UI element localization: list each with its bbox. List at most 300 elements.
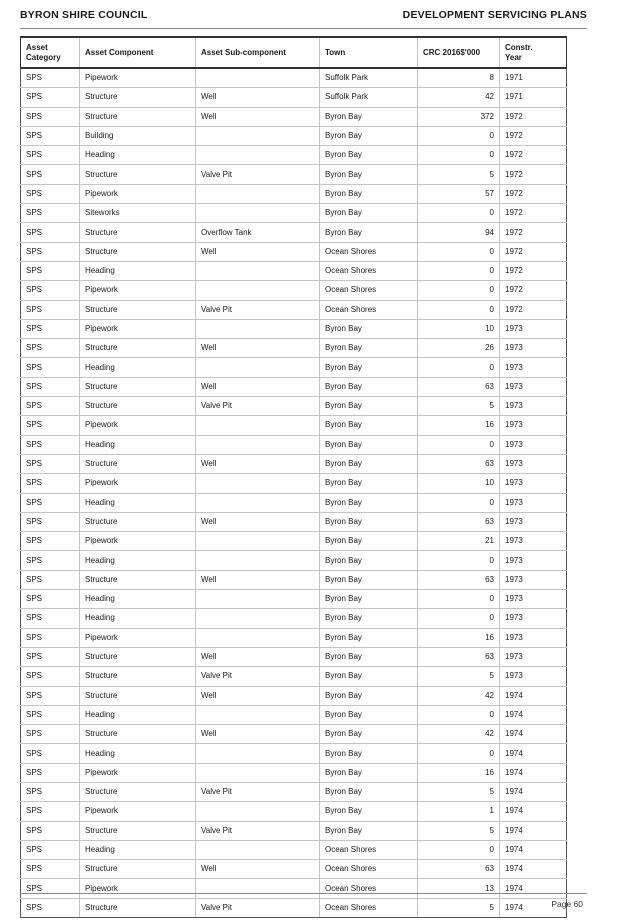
cell-asset-component: Pipework bbox=[80, 763, 196, 782]
cell-constr-year: 1972 bbox=[500, 107, 567, 126]
cell-asset-component: Structure bbox=[80, 339, 196, 358]
cell-crc: 63 bbox=[418, 860, 500, 879]
table-row bbox=[21, 493, 567, 512]
cell-crc: 63 bbox=[418, 377, 500, 396]
table-row bbox=[21, 802, 567, 821]
cell-constr-year: 1974 bbox=[500, 725, 567, 744]
cell-asset-component: Pipework bbox=[80, 416, 196, 435]
cell-constr-year: 1973 bbox=[500, 590, 567, 609]
table-row bbox=[21, 763, 567, 782]
cell-crc: 5 bbox=[418, 165, 500, 184]
cell-crc: 0 bbox=[418, 609, 500, 628]
cell-asset-sub-component bbox=[196, 184, 320, 203]
cell-asset-category: SPS bbox=[21, 551, 80, 570]
cell-crc: 5 bbox=[418, 898, 500, 917]
cell-asset-category: SPS bbox=[21, 281, 80, 300]
table-row bbox=[21, 88, 567, 107]
cell-asset-sub-component bbox=[196, 204, 320, 223]
cell-town: Ocean Shores bbox=[320, 879, 418, 898]
cell-constr-year: 1973 bbox=[500, 493, 567, 512]
table-body bbox=[21, 68, 567, 918]
cell-asset-category: SPS bbox=[21, 223, 80, 242]
cell-asset-component: Pipework bbox=[80, 532, 196, 551]
cell-asset-component: Structure bbox=[80, 686, 196, 705]
cell-constr-year: 1973 bbox=[500, 667, 567, 686]
cell-crc: 5 bbox=[418, 397, 500, 416]
table-row bbox=[21, 300, 567, 319]
cell-constr-year: 1972 bbox=[500, 146, 567, 165]
table-row bbox=[21, 68, 567, 88]
cell-constr-year: 1973 bbox=[500, 358, 567, 377]
cell-town: Byron Bay bbox=[320, 570, 418, 589]
table-row bbox=[21, 782, 567, 801]
cell-asset-category: SPS bbox=[21, 532, 80, 551]
cell-asset-sub-component bbox=[196, 435, 320, 454]
cell-asset-component: Building bbox=[80, 126, 196, 145]
cell-town: Byron Bay bbox=[320, 647, 418, 666]
table-row bbox=[21, 223, 567, 242]
table-row bbox=[21, 744, 567, 763]
cell-asset-sub-component: Valve Pit bbox=[196, 165, 320, 184]
cell-asset-category: SPS bbox=[21, 261, 80, 280]
cell-town: Suffolk Park bbox=[320, 68, 418, 88]
table-row bbox=[21, 454, 567, 473]
table-row bbox=[21, 339, 567, 358]
cell-constr-year: 1973 bbox=[500, 435, 567, 454]
cell-asset-category: SPS bbox=[21, 744, 80, 763]
cell-asset-category: SPS bbox=[21, 840, 80, 859]
column-header-line: Town bbox=[325, 47, 346, 57]
cell-asset-category: SPS bbox=[21, 667, 80, 686]
cell-asset-sub-component: Valve Pit bbox=[196, 898, 320, 917]
table-row bbox=[21, 628, 567, 647]
cell-asset-sub-component: Well bbox=[196, 570, 320, 589]
cell-crc: 5 bbox=[418, 667, 500, 686]
cell-asset-sub-component bbox=[196, 146, 320, 165]
cell-asset-component: Heading bbox=[80, 705, 196, 724]
table-row bbox=[21, 609, 567, 628]
cell-asset-category: SPS bbox=[21, 474, 80, 493]
cell-crc: 8 bbox=[418, 68, 500, 88]
cell-town: Byron Bay bbox=[320, 609, 418, 628]
cell-crc: 1 bbox=[418, 802, 500, 821]
cell-asset-sub-component bbox=[196, 68, 320, 88]
cell-crc: 63 bbox=[418, 512, 500, 531]
table-row bbox=[21, 184, 567, 203]
cell-asset-category: SPS bbox=[21, 512, 80, 531]
cell-asset-category: SPS bbox=[21, 647, 80, 666]
column-header-line: Category bbox=[26, 52, 61, 62]
cell-asset-component: Siteworks bbox=[80, 204, 196, 223]
cell-asset-component: Structure bbox=[80, 454, 196, 473]
table-row bbox=[21, 204, 567, 223]
cell-asset-category: SPS bbox=[21, 377, 80, 396]
table-row bbox=[21, 686, 567, 705]
cell-asset-component: Structure bbox=[80, 88, 196, 107]
cell-asset-component: Heading bbox=[80, 493, 196, 512]
cell-asset-category: SPS bbox=[21, 165, 80, 184]
cell-asset-category: SPS bbox=[21, 435, 80, 454]
asset-table bbox=[20, 36, 567, 918]
column-header-line: Asset Sub-component bbox=[201, 47, 286, 57]
cell-town: Byron Bay bbox=[320, 725, 418, 744]
cell-crc: 42 bbox=[418, 725, 500, 744]
cell-town: Byron Bay bbox=[320, 474, 418, 493]
table-row bbox=[21, 319, 567, 338]
cell-constr-year: 1973 bbox=[500, 609, 567, 628]
cell-crc: 0 bbox=[418, 204, 500, 223]
cell-asset-sub-component: Overflow Tank bbox=[196, 223, 320, 242]
cell-asset-sub-component: Well bbox=[196, 725, 320, 744]
cell-crc: 0 bbox=[418, 493, 500, 512]
cell-asset-component: Heading bbox=[80, 358, 196, 377]
cell-crc: 26 bbox=[418, 339, 500, 358]
cell-asset-category: SPS bbox=[21, 570, 80, 589]
cell-crc: 0 bbox=[418, 126, 500, 145]
cell-constr-year: 1973 bbox=[500, 628, 567, 647]
cell-constr-year: 1973 bbox=[500, 454, 567, 473]
cell-constr-year: 1973 bbox=[500, 551, 567, 570]
cell-asset-sub-component bbox=[196, 802, 320, 821]
council-name: BYRON SHIRE COUNCIL bbox=[20, 9, 148, 21]
column-header-line: Constr. bbox=[505, 42, 533, 52]
cell-crc: 63 bbox=[418, 454, 500, 473]
cell-constr-year: 1973 bbox=[500, 532, 567, 551]
cell-asset-component: Structure bbox=[80, 667, 196, 686]
cell-asset-sub-component: Well bbox=[196, 377, 320, 396]
cell-town: Byron Bay bbox=[320, 802, 418, 821]
cell-crc: 0 bbox=[418, 705, 500, 724]
cell-asset-category: SPS bbox=[21, 88, 80, 107]
cell-asset-component: Structure bbox=[80, 377, 196, 396]
cell-asset-component: Structure bbox=[80, 725, 196, 744]
cell-asset-category: SPS bbox=[21, 339, 80, 358]
cell-asset-category: SPS bbox=[21, 107, 80, 126]
cell-asset-sub-component bbox=[196, 879, 320, 898]
cell-asset-sub-component: Well bbox=[196, 242, 320, 261]
cell-town: Byron Bay bbox=[320, 107, 418, 126]
cell-crc: 42 bbox=[418, 686, 500, 705]
table-row bbox=[21, 570, 567, 589]
cell-asset-component: Structure bbox=[80, 860, 196, 879]
cell-town: Byron Bay bbox=[320, 532, 418, 551]
cell-asset-sub-component: Well bbox=[196, 647, 320, 666]
cell-asset-sub-component: Valve Pit bbox=[196, 821, 320, 840]
cell-town: Byron Bay bbox=[320, 146, 418, 165]
cell-constr-year: 1973 bbox=[500, 397, 567, 416]
cell-constr-year: 1974 bbox=[500, 705, 567, 724]
cell-town: Ocean Shores bbox=[320, 261, 418, 280]
cell-town: Byron Bay bbox=[320, 165, 418, 184]
cell-asset-sub-component: Well bbox=[196, 860, 320, 879]
cell-asset-category: SPS bbox=[21, 146, 80, 165]
table-header-row bbox=[21, 37, 567, 68]
cell-crc: 16 bbox=[418, 628, 500, 647]
cell-town: Byron Bay bbox=[320, 126, 418, 145]
cell-asset-component: Heading bbox=[80, 435, 196, 454]
cell-asset-category: SPS bbox=[21, 705, 80, 724]
column-header-asset-category bbox=[21, 37, 80, 68]
cell-asset-category: SPS bbox=[21, 628, 80, 647]
cell-constr-year: 1974 bbox=[500, 840, 567, 859]
cell-town: Byron Bay bbox=[320, 397, 418, 416]
table-row bbox=[21, 242, 567, 261]
cell-town: Byron Bay bbox=[320, 551, 418, 570]
table-row bbox=[21, 590, 567, 609]
cell-town: Byron Bay bbox=[320, 223, 418, 242]
cell-asset-category: SPS bbox=[21, 204, 80, 223]
cell-town: Byron Bay bbox=[320, 339, 418, 358]
cell-crc: 13 bbox=[418, 879, 500, 898]
cell-asset-sub-component bbox=[196, 609, 320, 628]
table-row bbox=[21, 532, 567, 551]
cell-crc: 10 bbox=[418, 474, 500, 493]
cell-town: Byron Bay bbox=[320, 667, 418, 686]
header-divider bbox=[20, 28, 587, 29]
cell-crc: 10 bbox=[418, 319, 500, 338]
table-row bbox=[21, 397, 567, 416]
cell-asset-category: SPS bbox=[21, 879, 80, 898]
column-header-asset-sub-component bbox=[196, 37, 320, 68]
cell-asset-category: SPS bbox=[21, 860, 80, 879]
column-header-line: CRC 2016$'000 bbox=[423, 47, 481, 57]
table-row bbox=[21, 879, 567, 898]
cell-asset-component: Structure bbox=[80, 512, 196, 531]
table-row bbox=[21, 512, 567, 531]
cell-asset-component: Heading bbox=[80, 146, 196, 165]
cell-asset-component: Pipework bbox=[80, 879, 196, 898]
cell-town: Byron Bay bbox=[320, 358, 418, 377]
cell-constr-year: 1974 bbox=[500, 686, 567, 705]
cell-crc: 42 bbox=[418, 88, 500, 107]
cell-asset-component: Structure bbox=[80, 107, 196, 126]
cell-asset-sub-component: Valve Pit bbox=[196, 667, 320, 686]
cell-town: Byron Bay bbox=[320, 204, 418, 223]
cell-asset-category: SPS bbox=[21, 493, 80, 512]
cell-asset-sub-component: Well bbox=[196, 512, 320, 531]
cell-crc: 21 bbox=[418, 532, 500, 551]
cell-asset-component: Structure bbox=[80, 300, 196, 319]
cell-town: Byron Bay bbox=[320, 435, 418, 454]
table-row bbox=[21, 435, 567, 454]
cell-constr-year: 1974 bbox=[500, 898, 567, 917]
cell-asset-component: Heading bbox=[80, 590, 196, 609]
cell-constr-year: 1972 bbox=[500, 300, 567, 319]
cell-asset-sub-component: Well bbox=[196, 454, 320, 473]
cell-asset-component: Pipework bbox=[80, 628, 196, 647]
table-row bbox=[21, 281, 567, 300]
cell-town: Byron Bay bbox=[320, 590, 418, 609]
cell-constr-year: 1972 bbox=[500, 126, 567, 145]
cell-asset-component: Structure bbox=[80, 165, 196, 184]
cell-town: Byron Bay bbox=[320, 705, 418, 724]
document-title: DEVELOPMENT SERVICING PLANS bbox=[402, 9, 587, 21]
cell-asset-category: SPS bbox=[21, 898, 80, 917]
cell-asset-component: Heading bbox=[80, 609, 196, 628]
cell-asset-category: SPS bbox=[21, 358, 80, 377]
cell-constr-year: 1972 bbox=[500, 223, 567, 242]
cell-asset-component: Structure bbox=[80, 397, 196, 416]
cell-crc: 16 bbox=[418, 763, 500, 782]
cell-asset-category: SPS bbox=[21, 242, 80, 261]
cell-crc: 0 bbox=[418, 281, 500, 300]
cell-constr-year: 1974 bbox=[500, 821, 567, 840]
table-row bbox=[21, 898, 567, 917]
cell-asset-category: SPS bbox=[21, 454, 80, 473]
cell-asset-component: Pipework bbox=[80, 802, 196, 821]
cell-crc: 0 bbox=[418, 551, 500, 570]
cell-town: Byron Bay bbox=[320, 454, 418, 473]
cell-crc: 57 bbox=[418, 184, 500, 203]
column-header-crc bbox=[418, 37, 500, 68]
cell-crc: 0 bbox=[418, 146, 500, 165]
cell-constr-year: 1972 bbox=[500, 281, 567, 300]
cell-town: Byron Bay bbox=[320, 821, 418, 840]
cell-asset-sub-component bbox=[196, 628, 320, 647]
cell-town: Ocean Shores bbox=[320, 860, 418, 879]
cell-asset-category: SPS bbox=[21, 184, 80, 203]
cell-asset-category: SPS bbox=[21, 686, 80, 705]
cell-crc: 63 bbox=[418, 570, 500, 589]
cell-town: Byron Bay bbox=[320, 744, 418, 763]
cell-constr-year: 1973 bbox=[500, 474, 567, 493]
cell-town: Ocean Shores bbox=[320, 281, 418, 300]
table-row bbox=[21, 840, 567, 859]
cell-asset-sub-component bbox=[196, 705, 320, 724]
cell-town: Byron Bay bbox=[320, 493, 418, 512]
cell-constr-year: 1971 bbox=[500, 88, 567, 107]
column-header-line: Asset bbox=[26, 42, 48, 52]
cell-asset-category: SPS bbox=[21, 319, 80, 338]
cell-asset-sub-component bbox=[196, 532, 320, 551]
cell-crc: 0 bbox=[418, 242, 500, 261]
cell-asset-category: SPS bbox=[21, 68, 80, 88]
cell-asset-category: SPS bbox=[21, 609, 80, 628]
cell-asset-sub-component bbox=[196, 744, 320, 763]
cell-constr-year: 1973 bbox=[500, 647, 567, 666]
cell-asset-component: Structure bbox=[80, 821, 196, 840]
cell-town: Ocean Shores bbox=[320, 242, 418, 261]
cell-constr-year: 1973 bbox=[500, 570, 567, 589]
cell-constr-year: 1973 bbox=[500, 512, 567, 531]
cell-crc: 0 bbox=[418, 435, 500, 454]
cell-asset-sub-component bbox=[196, 474, 320, 493]
cell-constr-year: 1974 bbox=[500, 782, 567, 801]
cell-asset-component: Heading bbox=[80, 840, 196, 859]
cell-asset-component: Pipework bbox=[80, 281, 196, 300]
column-header-constr-year bbox=[500, 37, 567, 68]
table-row bbox=[21, 647, 567, 666]
cell-constr-year: 1972 bbox=[500, 242, 567, 261]
cell-town: Byron Bay bbox=[320, 377, 418, 396]
cell-asset-sub-component: Valve Pit bbox=[196, 397, 320, 416]
cell-asset-component: Heading bbox=[80, 551, 196, 570]
cell-crc: 0 bbox=[418, 744, 500, 763]
table-row bbox=[21, 551, 567, 570]
table-row bbox=[21, 126, 567, 145]
cell-town: Byron Bay bbox=[320, 686, 418, 705]
cell-asset-component: Structure bbox=[80, 647, 196, 666]
cell-constr-year: 1973 bbox=[500, 416, 567, 435]
cell-crc: 0 bbox=[418, 590, 500, 609]
table-header bbox=[21, 37, 567, 68]
cell-asset-category: SPS bbox=[21, 590, 80, 609]
table-row bbox=[21, 474, 567, 493]
cell-asset-sub-component: Well bbox=[196, 88, 320, 107]
cell-asset-sub-component: Well bbox=[196, 339, 320, 358]
cell-crc: 0 bbox=[418, 300, 500, 319]
cell-constr-year: 1974 bbox=[500, 763, 567, 782]
table-row bbox=[21, 358, 567, 377]
page-number: Page 60 bbox=[551, 899, 583, 909]
cell-asset-category: SPS bbox=[21, 782, 80, 801]
cell-crc: 0 bbox=[418, 358, 500, 377]
cell-asset-category: SPS bbox=[21, 821, 80, 840]
cell-asset-component: Pipework bbox=[80, 319, 196, 338]
cell-asset-category: SPS bbox=[21, 397, 80, 416]
cell-asset-sub-component: Well bbox=[196, 686, 320, 705]
cell-constr-year: 1972 bbox=[500, 165, 567, 184]
table-row bbox=[21, 261, 567, 280]
cell-asset-category: SPS bbox=[21, 725, 80, 744]
cell-asset-sub-component bbox=[196, 261, 320, 280]
table-row bbox=[21, 725, 567, 744]
cell-town: Ocean Shores bbox=[320, 300, 418, 319]
cell-constr-year: 1974 bbox=[500, 860, 567, 879]
cell-asset-component: Structure bbox=[80, 898, 196, 917]
cell-asset-sub-component: Valve Pit bbox=[196, 300, 320, 319]
table-row bbox=[21, 146, 567, 165]
cell-asset-sub-component bbox=[196, 416, 320, 435]
column-header-line: Year bbox=[505, 52, 522, 62]
cell-asset-sub-component bbox=[196, 281, 320, 300]
table-row bbox=[21, 667, 567, 686]
cell-crc: 5 bbox=[418, 821, 500, 840]
cell-constr-year: 1972 bbox=[500, 261, 567, 280]
cell-constr-year: 1973 bbox=[500, 319, 567, 338]
cell-town: Ocean Shores bbox=[320, 898, 418, 917]
cell-constr-year: 1973 bbox=[500, 339, 567, 358]
cell-asset-component: Heading bbox=[80, 261, 196, 280]
cell-constr-year: 1974 bbox=[500, 802, 567, 821]
table-row bbox=[21, 821, 567, 840]
cell-asset-component: Structure bbox=[80, 223, 196, 242]
cell-town: Ocean Shores bbox=[320, 840, 418, 859]
table-row bbox=[21, 860, 567, 879]
cell-asset-component: Heading bbox=[80, 744, 196, 763]
cell-town: Byron Bay bbox=[320, 763, 418, 782]
cell-crc: 372 bbox=[418, 107, 500, 126]
cell-asset-sub-component bbox=[196, 319, 320, 338]
cell-asset-sub-component: Valve Pit bbox=[196, 782, 320, 801]
column-header-town bbox=[320, 37, 418, 68]
cell-town: Byron Bay bbox=[320, 782, 418, 801]
cell-constr-year: 1974 bbox=[500, 879, 567, 898]
cell-town: Byron Bay bbox=[320, 319, 418, 338]
cell-town: Suffolk Park bbox=[320, 88, 418, 107]
column-header-line: Asset Component bbox=[85, 47, 154, 57]
table-row bbox=[21, 705, 567, 724]
cell-asset-component: Structure bbox=[80, 782, 196, 801]
cell-crc: 5 bbox=[418, 782, 500, 801]
cell-town: Byron Bay bbox=[320, 184, 418, 203]
cell-asset-component: Pipework bbox=[80, 68, 196, 88]
cell-asset-category: SPS bbox=[21, 416, 80, 435]
cell-constr-year: 1972 bbox=[500, 204, 567, 223]
cell-town: Byron Bay bbox=[320, 628, 418, 647]
cell-asset-component: Pipework bbox=[80, 474, 196, 493]
page-header bbox=[20, 9, 587, 25]
